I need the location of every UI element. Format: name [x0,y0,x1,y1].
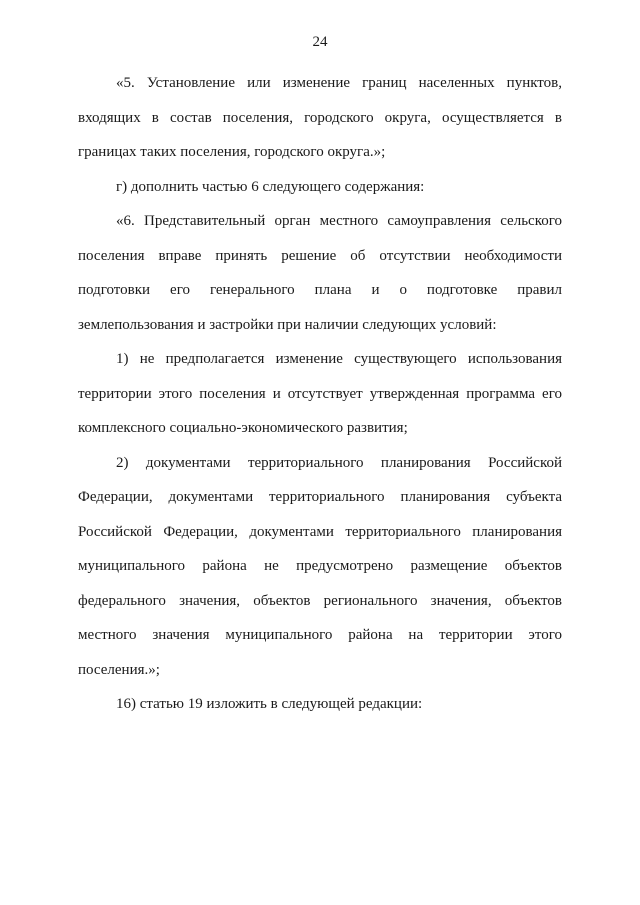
paragraph-boundaries-clause: «5. Установление или изменение границ населенных пунктов, входящих в состав поселения, городского округа, осуществляется в границах таких поселения, городского округа.»; [78,75,562,160]
paragraph-condition-1: 1) не предполагается изменение существующего использования территории этого поселения и отсутствует утвержденная программа его комплексного социально-экономического развития; [78,351,562,436]
paragraph-article-19: 16) статью 19 изложить в следующей редакции: [116,696,423,712]
paragraph-amendment-g: г) дополнить частью 6 следующего содержания: [116,178,425,195]
document-body [78,66,562,722]
paragraph-condition-2: 2) документами территориального планирования Российской Федерации, документами территориального планирования субъекта Российской Федерации, документами территориального планирования муниципального района не предусмотрено размещение объектов федерального значения, объектов регионального значения, объектов местного значения муниципального района на территории этого поселения.»; [78,454,562,678]
page-number: 24 [312,34,328,50]
paragraph-part-6: «6. Представительный орган местного самоуправления сельского поселения вправе принять решение об отсутствии необходимости подготовки его генерального плана и о подготовке правил землепользования и застройки при наличии следующих условий: [78,213,562,333]
